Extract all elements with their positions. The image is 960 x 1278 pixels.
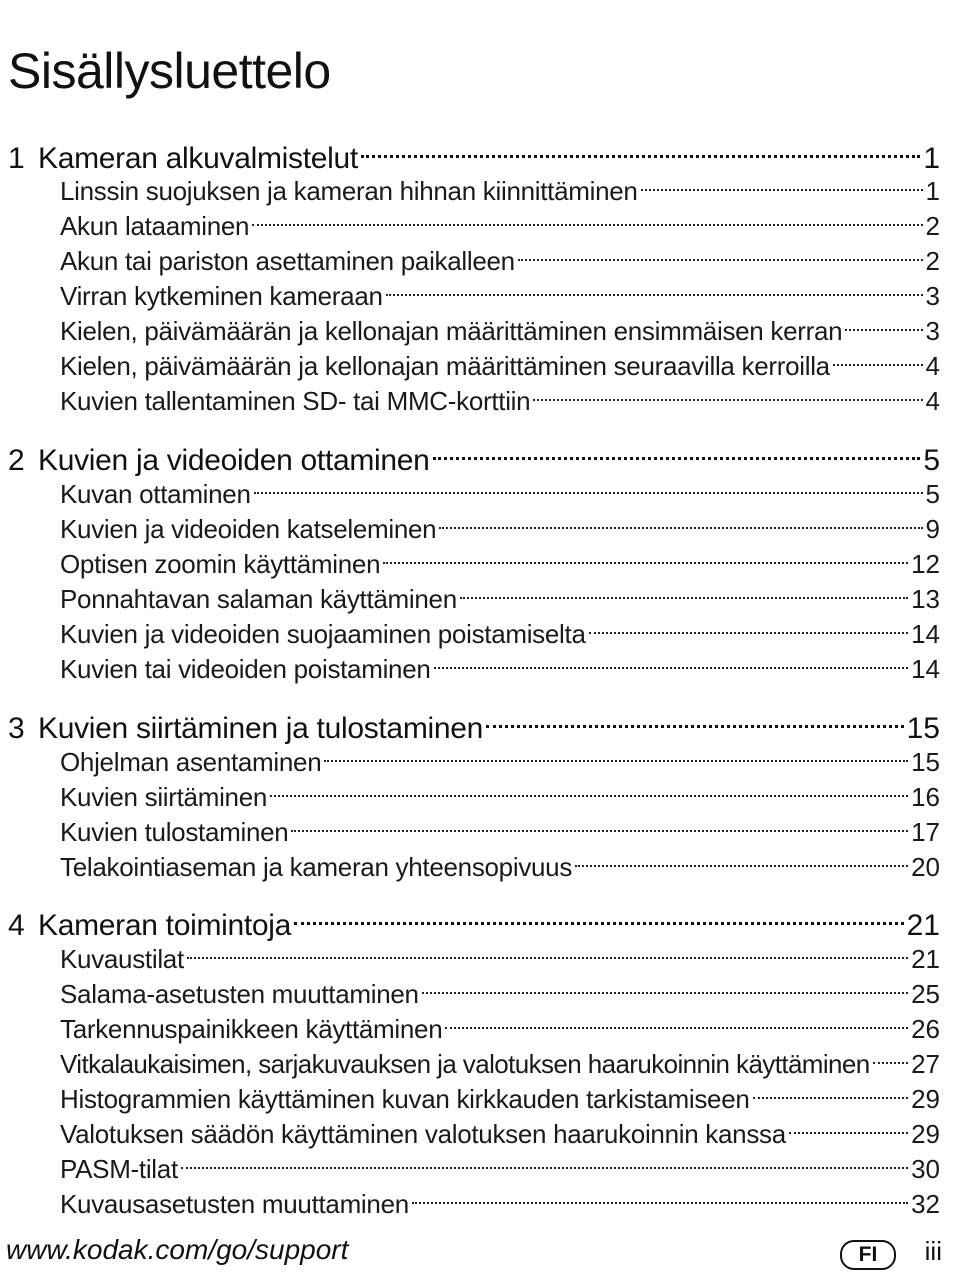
entry-title: Vitkalaukaisimen, sarjakuvauksen ja valotuksen haarukoinnin käyttäminen	[60, 1049, 870, 1079]
entry-title: Kuvien tai videoiden poistaminen	[60, 654, 431, 684]
entry-title: Linssin suojuksen ja kameran hihnan kiinnittäminen	[60, 176, 638, 206]
toc-entry[interactable]	[60, 200, 940, 241]
chapter-page: 21	[906, 909, 940, 942]
toc-chapter-4[interactable]	[8, 895, 940, 942]
entry-page: 16	[911, 782, 940, 812]
dot-leader	[873, 1038, 908, 1073]
toc-entry[interactable]	[60, 270, 940, 311]
entry-title: Ponnahtavan salaman käyttäminen	[60, 584, 457, 614]
dot-leader	[422, 968, 908, 1003]
toc-entry[interactable]	[60, 1038, 940, 1079]
chapter-title: Kuvien ja videoiden ottaminen	[38, 444, 430, 477]
entry-title: Ohjelman asentaminen	[60, 747, 322, 777]
toc-entry[interactable]	[60, 806, 940, 847]
entry-title: Histogrammien käyttäminen kuvan kirkkauden tarkistamiseen	[60, 1084, 750, 1114]
toc-entry[interactable]	[60, 968, 940, 1009]
entry-page: 2	[925, 246, 940, 276]
toc-entry[interactable]	[60, 1073, 940, 1114]
toc-entry[interactable]	[60, 736, 940, 777]
dot-leader	[181, 1143, 908, 1178]
entry-page: 4	[925, 351, 940, 381]
toc-entry[interactable]	[60, 503, 940, 544]
entry-title: Virran kytkeminen kameraan	[60, 281, 383, 311]
entry-page: 3	[925, 281, 940, 311]
chapter-page: 15	[906, 712, 940, 745]
entry-title: Telakointiaseman ja kameran yhteensopivuus	[60, 852, 573, 882]
entry-page: 29	[911, 1119, 940, 1149]
chapter-number: 2	[8, 444, 25, 477]
dot-leader	[383, 538, 908, 573]
dot-leader	[324, 736, 908, 771]
toc-entry[interactable]	[60, 235, 940, 276]
entry-title: Salama-asetusten muuttaminen	[60, 979, 419, 1009]
toc-entry[interactable]	[60, 771, 940, 812]
entry-page: 4	[925, 386, 940, 416]
entry-page: 21	[911, 944, 940, 974]
toc-entry[interactable]	[60, 573, 940, 614]
dot-leader	[254, 468, 923, 503]
entry-title: Akun tai pariston asettaminen paikalleen	[60, 246, 515, 276]
dot-leader	[433, 430, 921, 470]
entry-title: Kuvien tallentaminen SD- tai MMC-korttiin	[60, 386, 531, 416]
toc-entry[interactable]	[60, 643, 940, 684]
chapter-number: 4	[8, 909, 25, 942]
entry-page: 15	[911, 747, 940, 777]
entry-title: Valotuksen säädön käyttäminen valotuksen haarukoinnin kanssa	[60, 1119, 786, 1149]
chapter-page: 1	[923, 142, 940, 175]
entry-page: 25	[911, 979, 940, 1009]
dot-leader	[641, 165, 923, 200]
toc-entry[interactable]	[60, 608, 940, 649]
entry-title: Kuvien ja videoiden katseleminen	[60, 514, 437, 544]
dot-leader	[533, 375, 922, 410]
toc-entry[interactable]	[60, 1143, 940, 1184]
page-number: iii	[924, 1236, 942, 1266]
toc-chapter-3[interactable]	[8, 698, 940, 745]
chapter-title: Kuvien siirtäminen ja tulostaminen	[38, 712, 484, 745]
dot-leader	[187, 933, 908, 968]
dot-leader	[753, 1073, 909, 1108]
toc-entry[interactable]	[60, 340, 940, 381]
dot-leader	[833, 340, 923, 375]
entry-page: 14	[911, 619, 940, 649]
entry-page: 29	[911, 1084, 940, 1114]
toc-entry[interactable]	[60, 1003, 940, 1044]
dot-leader	[439, 503, 922, 538]
chapter-page: 5	[923, 444, 940, 477]
entry-title: Kuvien tulostaminen	[60, 817, 289, 847]
entry-title: Kuvan ottaminen	[60, 479, 251, 509]
dot-leader	[386, 270, 923, 305]
toc-chapter-1[interactable]	[8, 128, 940, 175]
page-title: Sisällysluettelo	[8, 43, 331, 99]
entry-page: 1	[925, 176, 940, 206]
toc-chapter-2[interactable]	[8, 430, 940, 477]
dot-leader	[361, 128, 920, 168]
entry-page: 20	[911, 852, 940, 882]
entry-page: 14	[911, 654, 940, 684]
entry-title: Kuvausasetusten muuttaminen	[60, 1189, 409, 1219]
entry-title: Kuvaustilat	[60, 944, 184, 974]
dot-leader	[294, 895, 904, 935]
chapter-title: Kameran alkuvalmistelut	[38, 142, 358, 175]
toc-entry[interactable]	[60, 165, 940, 206]
toc-entry[interactable]	[60, 305, 940, 346]
entry-page: 5	[925, 479, 940, 509]
entry-page: 3	[925, 316, 940, 346]
dot-leader	[291, 806, 908, 841]
toc-entry[interactable]	[60, 468, 940, 509]
entry-title: Kuvien siirtäminen	[60, 782, 268, 812]
chapter-number: 3	[8, 712, 25, 745]
support-url-link[interactable]: www.kodak.com/go/support	[6, 1234, 349, 1265]
entry-page: 12	[911, 549, 940, 579]
toc-entry[interactable]	[60, 375, 940, 416]
entry-page: 9	[925, 514, 940, 544]
entry-title: Kielen, päivämäärän ja kellonajan määrittäminen seuraavilla kerroilla	[60, 351, 830, 381]
entry-page: 26	[911, 1014, 940, 1044]
dot-leader	[270, 771, 908, 806]
dot-leader	[845, 305, 922, 340]
dot-leader	[575, 841, 908, 876]
entry-title: Optisen zoomin käyttäminen	[60, 549, 381, 579]
dot-leader	[434, 643, 909, 678]
entry-page: 30	[911, 1154, 940, 1184]
dot-leader	[589, 608, 908, 643]
entry-page: 2	[925, 211, 940, 241]
entry-title: Kielen, päivämäärän ja kellonajan määrittäminen ensimmäisen kerran	[60, 316, 843, 346]
toc-entry[interactable]	[60, 933, 940, 974]
toc-entry[interactable]	[60, 538, 940, 579]
dot-leader	[460, 573, 908, 608]
entry-page: 17	[911, 817, 940, 847]
toc-entry[interactable]	[60, 841, 940, 882]
dot-leader	[486, 698, 904, 738]
dot-leader	[252, 200, 922, 235]
entry-page: 32	[911, 1189, 940, 1219]
entry-title: PASM-tilat	[60, 1154, 178, 1184]
entry-title: Kuvien ja videoiden suojaaminen poistamiselta	[60, 619, 586, 649]
chapter-number: 1	[8, 142, 25, 175]
entry-title: Akun lataaminen	[60, 211, 250, 241]
dot-leader	[445, 1003, 908, 1038]
dot-leader	[789, 1108, 908, 1143]
entry-title: Tarkennuspainikkeen käyttäminen	[60, 1014, 443, 1044]
entry-page: 27	[911, 1049, 940, 1079]
chapter-title: Kameran toimintoja	[38, 909, 292, 942]
toc-entry[interactable]	[60, 1108, 940, 1149]
dot-leader	[518, 235, 923, 270]
dot-leader	[412, 1178, 908, 1213]
language-badge: FI	[840, 1240, 896, 1270]
entry-page: 13	[911, 584, 940, 614]
toc-entry[interactable]	[60, 1178, 940, 1219]
